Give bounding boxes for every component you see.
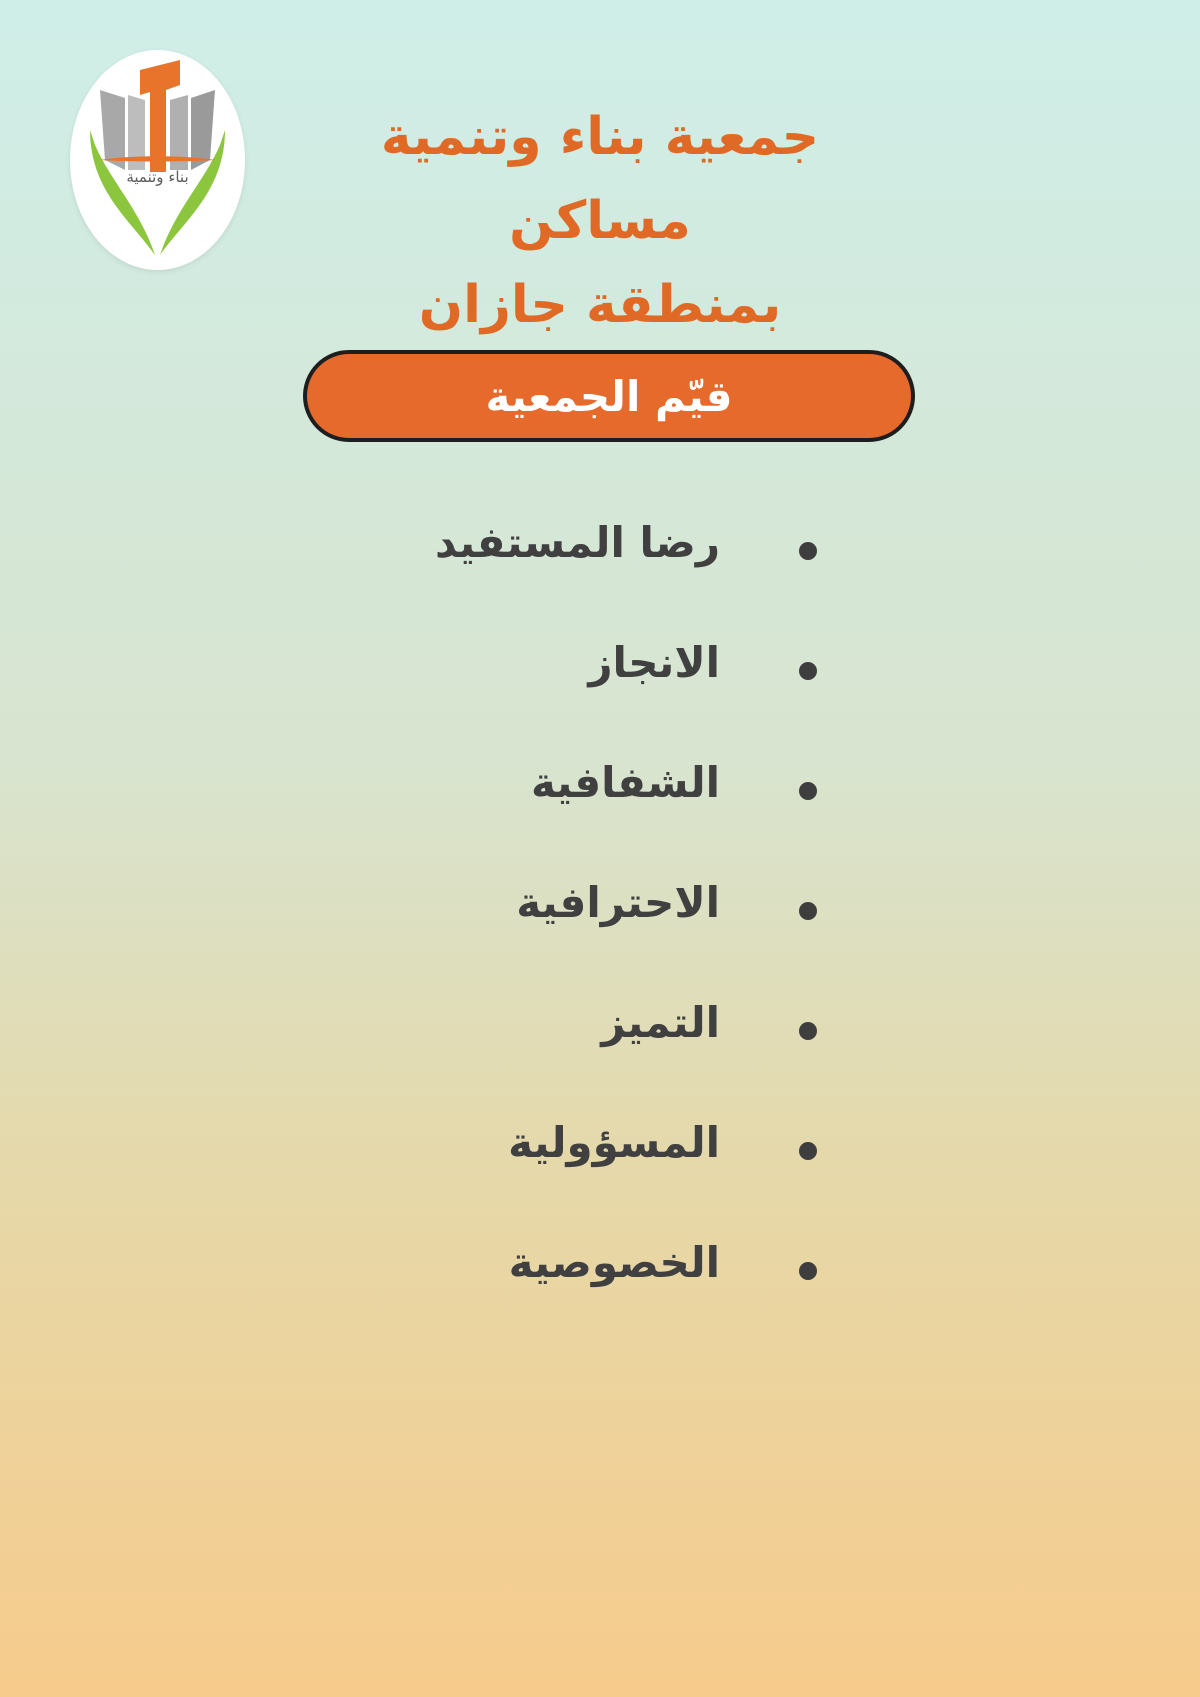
- bullet-icon: [799, 782, 817, 800]
- title-line-1: جمعية بناء وتنمية مساكن: [380, 107, 820, 251]
- value-label: الشفافية: [530, 758, 720, 807]
- title-line-2: بمنطقة جازان: [418, 275, 782, 335]
- value-label: الاحترافية: [516, 878, 720, 927]
- logo-text: بناء وتنمية: [126, 168, 189, 186]
- value-label: المسؤولية: [508, 1118, 720, 1167]
- section-heading-banner: [303, 350, 915, 442]
- value-label: رضا المستفيد: [435, 518, 720, 567]
- bullet-icon: [799, 542, 817, 560]
- list-item: [380, 1210, 820, 1330]
- list-item: [380, 850, 820, 970]
- list-item: [380, 730, 820, 850]
- bullet-icon: [799, 1022, 817, 1040]
- value-label: الانجاز: [588, 638, 720, 687]
- organization-title: [290, 95, 910, 347]
- value-label: التميز: [601, 998, 720, 1047]
- section-heading: قيّم الجمعية: [485, 371, 733, 421]
- list-item: [380, 970, 820, 1090]
- bullet-icon: [799, 1142, 817, 1160]
- bullet-icon: [799, 902, 817, 920]
- list-item: [380, 610, 820, 730]
- bullet-icon: [799, 1262, 817, 1280]
- organization-logo: [70, 50, 245, 270]
- list-item: [380, 1090, 820, 1210]
- bullet-icon: [799, 662, 817, 680]
- list-item: [380, 490, 820, 610]
- value-label: الخصوصية: [508, 1238, 720, 1287]
- values-list: [380, 490, 820, 1330]
- logo-emblem-icon: [70, 50, 245, 270]
